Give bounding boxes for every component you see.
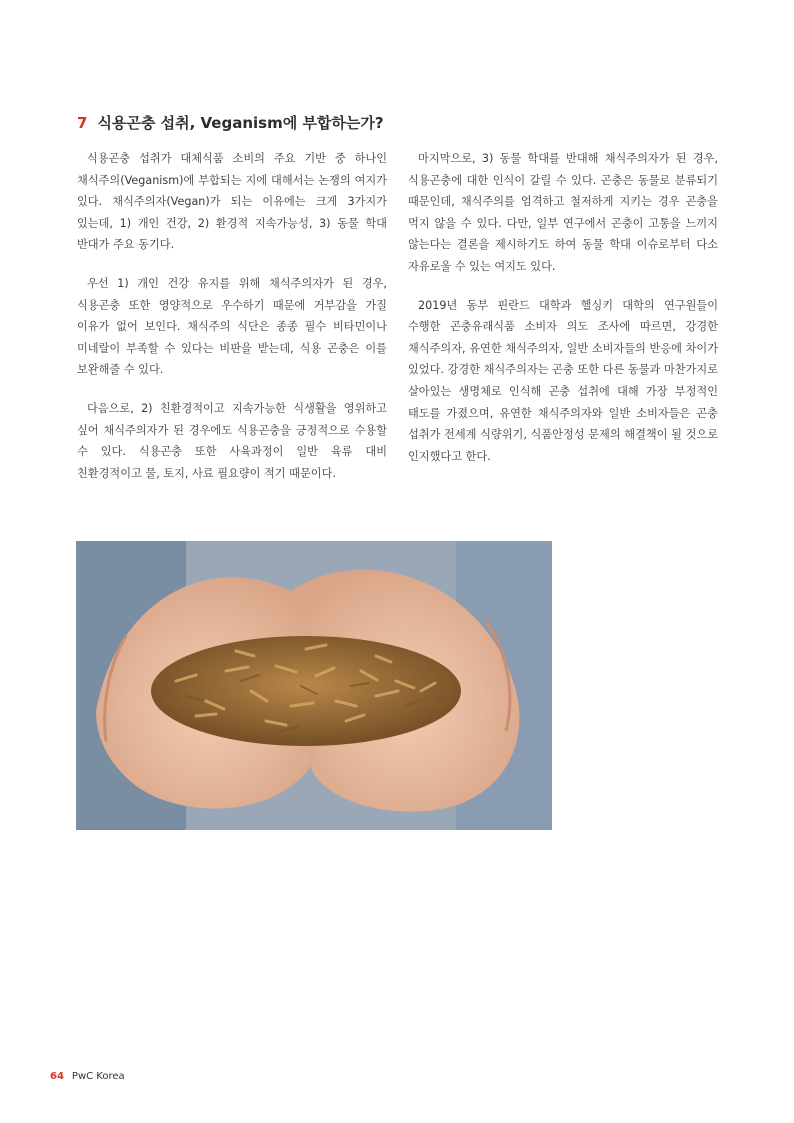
section-title: 식용곤충 섭취, Veganism에 부합하는가? <box>97 114 384 132</box>
paragraph: 다음으로, 2) 친환경적이고 지속가능한 식생활을 영위하고 싶어 채식주의자가 된 경우에도 식용곤충을 긍정적으로 수용할 수 있다. 식용곤충 또한 사육과정이 일반 육류 대비 친환경적이고 물, 토지, 사료 필요량이 적기 때문이다. <box>77 401 387 480</box>
left-column <box>77 148 387 501</box>
photo-illustration <box>76 541 552 830</box>
right-column <box>408 148 718 484</box>
page-footer <box>50 1071 125 1082</box>
section-number: 7 <box>77 114 88 132</box>
paragraph: 우선 1) 개인 건강 유지를 위해 채식주의자가 된 경우, 식용곤충 또한 영양적으로 우수하기 때문에 거부감을 가질 이유가 없어 보인다. 채식주의 식단은 종종 필수 비타민이나 미네랄이 부족할 수 있다는 비판을 받는데, 식용 곤충은 이를 보완해줄 수 있다. <box>77 276 387 377</box>
paragraph: 2019년 동부 핀란드 대학과 헬싱키 대학의 연구원들이 수행한 곤충유래식품 소비자 의도 조사에 따르면, 강경한 채식주의자, 유연한 채식주의자, 일반 소비자들의 반응에 차이가 있었다. 강경한 채식주의자는 곤충 또한 다른 동물과 마찬가지로 살아있는 생명체로 인식해 곤충 섭취에 대해 가장 부정적인 태도를 가졌으며, 유연한 채식주의자와 일반 소비자들은 곤충 섭취가 전세계 식량위기, 식품안정성 문제의 해결책이 될 것으로 인지했다고 한다. <box>408 298 718 463</box>
page-number: 64 <box>50 1071 64 1082</box>
mealworms-in-hands-photo <box>76 541 552 830</box>
section-heading <box>77 112 384 133</box>
publisher-name: PwC Korea <box>71 1071 125 1082</box>
paragraph: 마지막으로, 3) 동물 학대를 반대해 채식주의자가 된 경우, 식용곤충에 대한 인식이 갈릴 수 있다. 곤충은 동물로 분류되기 때문인데, 채식주의를 엄격하고 철저하게 지키는 경우 곤충을 먹지 않을 수 있다. 다만, 일부 연구에서 곤충이 고통을 느끼지 않는다는 결론을 제시하기도 하여 동물 학대 이슈로부터 다소 자유로울 수 있는 여지도 있다. <box>408 152 718 273</box>
paragraph: 식용곤충 섭취가 대체식품 소비의 주요 기반 중 하나인 채식주의(Veganism)에 부합되는 지에 대해서는 논쟁의 여지가 있다. 채식주의자(Vegan)가 되는 이유에는 크게 3가지가 있는데, 1) 개인 건강, 2) 환경적 지속가능성, 3) 동물 학대 반대가 주요 동기다. <box>77 152 387 252</box>
